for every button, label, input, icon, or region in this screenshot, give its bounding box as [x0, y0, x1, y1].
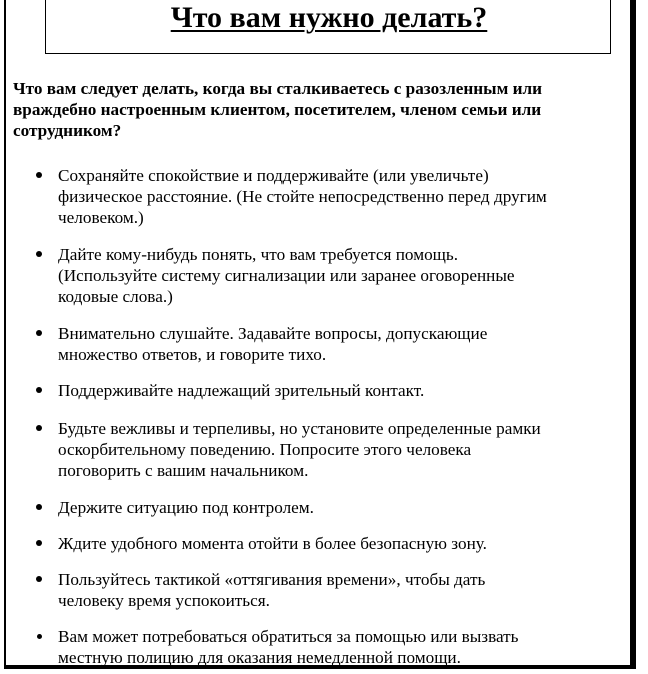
advice-line: оскорбительному поведению. Попросите этого человека [58, 440, 472, 459]
bullet-icon [36, 172, 42, 178]
advice-line: Будьте вежливы и терпеливы, но установите определенные рамки [58, 419, 541, 438]
advice-line: Вам может потребоваться обратиться за помощью или вызвать [58, 627, 519, 646]
advice-line: Дайте кому-нибудь понять, что вам требуется помощь. [58, 245, 459, 264]
advice-line: Поддерживайте надлежащий зрительный контакт. [58, 381, 425, 400]
advice-list-item [58, 323, 603, 365]
bullet-icon [36, 576, 42, 582]
advice-line: физическое расстояние. (Не стойте непосредственно перед другим [58, 187, 547, 206]
advice-list-item [58, 497, 603, 518]
page-title: Что вам нужно делать? [170, 1, 488, 34]
advice-list-item [58, 244, 603, 307]
bullet-icon [37, 634, 42, 639]
advice-line: человеком.) [58, 208, 144, 227]
bullet-icon [36, 504, 42, 510]
advice-list-item [58, 569, 603, 611]
page-border-right [630, 0, 636, 668]
advice-list-item [58, 418, 603, 481]
bullet-icon [36, 387, 42, 393]
advice-line: множество ответов, и говорите тихо. [58, 345, 327, 364]
advice-list-item [58, 165, 603, 228]
bullet-icon [36, 330, 42, 336]
bullet-icon [36, 425, 42, 431]
advice-line: Сохраняйте спокойствие и поддерживайте (или увеличьте) [58, 166, 489, 185]
advice-line: Пользуйтесь тактикой «оттягивания времени», чтобы дать [58, 570, 486, 589]
bullet-icon [36, 540, 42, 546]
title-box [45, 0, 611, 54]
intro-question: Что вам следует делать, когда вы сталкиваетесь с разозленным или враждебно настроенным клиентом, посетителем, членом семьи или сотрудником? [13, 79, 543, 140]
page-border-left [4, 0, 6, 668]
advice-list-item [58, 626, 603, 668]
advice-line: Держите ситуацию под контролем. [58, 498, 314, 517]
advice-line: Ждите удобного момента отойти в более безопасную зону. [58, 534, 487, 553]
advice-line: Внимательно слушайте. Задавайте вопросы, допускающие [58, 324, 488, 343]
advice-line: человеку время успокоиться. [58, 591, 270, 610]
advice-line: (Используйте систему сигнализации или заранее оговоренные [58, 266, 515, 285]
advice-line: поговорить с вашим начальником. [58, 461, 309, 480]
advice-list-item [58, 533, 603, 554]
bullet-icon [36, 251, 42, 257]
advice-line: местную полицию для оказания немедленной помощи. [58, 648, 461, 667]
advice-line: кодовые слова.) [58, 287, 173, 306]
advice-list-item [58, 380, 603, 401]
